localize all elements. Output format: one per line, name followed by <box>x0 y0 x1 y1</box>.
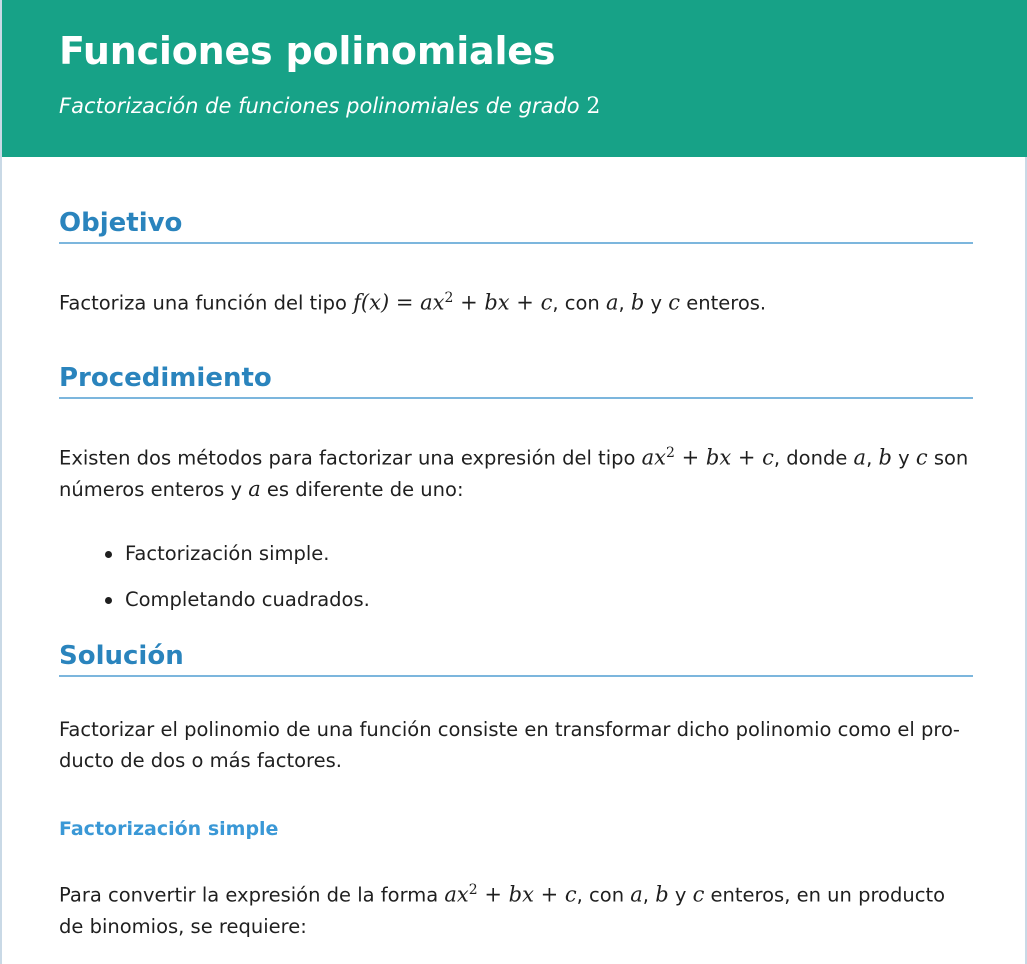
document-header <box>2 0 1027 157</box>
text-run: , donde <box>773 446 854 470</box>
text-run: , con <box>576 883 631 907</box>
objetivo-paragraph <box>59 283 973 319</box>
math-rest: + bx + c <box>453 290 553 315</box>
document-subtitle <box>59 94 600 119</box>
math-a: a <box>248 476 261 501</box>
subheading-factorizacion-simple: Factorización simple <box>59 818 279 840</box>
math-ax: ax <box>444 882 469 907</box>
list-item <box>59 539 973 585</box>
math-c: c <box>668 290 681 315</box>
list-item <box>59 585 973 631</box>
text-run: , <box>642 883 656 907</box>
text-run: es diferente de uno: <box>260 477 464 501</box>
procedimiento-paragraph <box>59 438 973 505</box>
math-exponent: 2 <box>468 882 478 898</box>
math-exponent: 2 <box>666 445 675 461</box>
math-rest: + bx + c <box>477 882 577 907</box>
math-c: c <box>915 445 928 470</box>
text-run: y <box>644 291 669 315</box>
math-b: b <box>655 882 669 907</box>
text-run: , con <box>552 291 606 315</box>
math-a: a <box>630 882 643 907</box>
solucion-paragraph: Factorizar el polinomio de una función consiste en transformar dicho polinomio como el producto de dos o más factores. <box>59 718 960 772</box>
text-run: y <box>668 883 693 907</box>
bullet-icon <box>105 597 112 604</box>
math-b: b <box>630 290 645 315</box>
math-a: a <box>605 290 619 315</box>
text-run: Para convertir la expresión de la forma <box>59 883 445 907</box>
text-run: y <box>891 446 916 470</box>
text-run: enteros. <box>680 291 767 315</box>
heading-solucion: Solución <box>59 641 973 677</box>
bullet-icon <box>105 551 112 558</box>
text-run: son números enteros y <box>59 446 969 501</box>
math-rest: + bx + c <box>674 445 774 470</box>
math-c: c <box>692 882 705 907</box>
math-exponent: 2 <box>444 290 454 306</box>
factorizacion-paragraph <box>59 875 973 942</box>
math-fx: f(x) <box>353 290 390 315</box>
list-item-text: Factorización simple. <box>125 542 330 565</box>
subtitle-text: Factorización de funciones polinomiales de grado <box>59 94 580 118</box>
text-run: enteros, en un producto de binomios, se requiere: <box>59 883 946 938</box>
math-eq: = ax <box>389 290 445 315</box>
math-b: b <box>878 445 892 470</box>
list-item-text: Completando cuadrados. <box>125 588 370 611</box>
methods-list <box>59 539 973 631</box>
subtitle-degree: 2 <box>586 94 601 119</box>
heading-procedimiento: Procedimiento <box>59 363 973 399</box>
math-a: a <box>853 445 867 470</box>
text-run: , <box>866 446 879 470</box>
math-ax: ax <box>641 445 667 470</box>
heading-objetivo: Objetivo <box>59 208 973 244</box>
text-run: Factoriza una función del tipo <box>59 291 354 315</box>
text-run: , <box>618 291 631 315</box>
text-run: Existen dos métodos para factorizar una expresión del tipo <box>59 446 642 470</box>
document-title: Funciones polinomiales <box>59 29 556 73</box>
